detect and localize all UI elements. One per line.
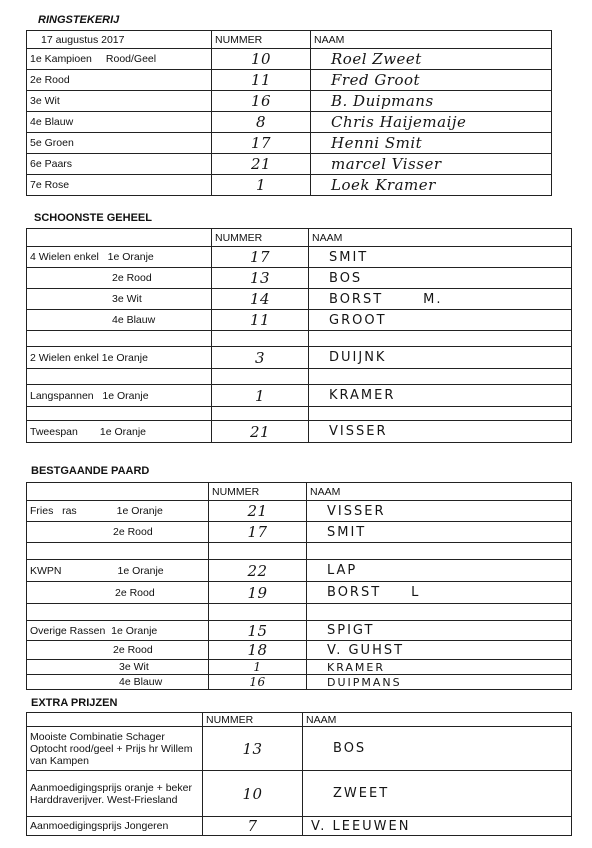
- rank-label: 1e Oranje: [111, 624, 158, 637]
- category-label: Overige Rassen: [30, 624, 106, 637]
- nummer-cell: 17: [212, 247, 309, 268]
- table-row: [27, 247, 572, 268]
- naam-cell: DUIPMANS: [307, 675, 572, 690]
- col-nummer: NUMMER: [212, 31, 311, 49]
- rank-label: 7e Rose: [27, 175, 212, 196]
- nummer-cell: 13: [212, 268, 309, 289]
- spacer-row: [27, 543, 572, 560]
- prize-label: Aanmoedigingsprijs oranje + beker Harddraverijver. West-Friesland: [27, 771, 203, 817]
- table-row: [27, 175, 552, 196]
- category-label: KWPN: [30, 564, 62, 577]
- naam-cell: BORST: [329, 291, 384, 307]
- nummer-cell: 1: [212, 385, 309, 407]
- nummer-cell: 1: [209, 660, 307, 675]
- nummer-cell: 8: [212, 112, 311, 133]
- category-label: Tweespan: [30, 425, 78, 438]
- rank-label: 2e Rood: [27, 70, 212, 91]
- naam-cell: VISSER: [307, 501, 572, 522]
- rank-label: 1e Oranje: [99, 425, 146, 438]
- bestgaande-paard-table: [26, 482, 572, 690]
- spacer-row: [27, 407, 572, 421]
- nummer-cell: 7: [203, 817, 303, 836]
- col-nummer: NUMMER: [203, 713, 303, 727]
- nummer-cell: 16: [209, 675, 307, 690]
- rank-extra: Rood/Geel: [105, 53, 157, 65]
- nummer-cell: 10: [212, 49, 311, 70]
- table-row: [27, 621, 572, 641]
- table-row: [27, 310, 572, 331]
- table-row: [27, 675, 572, 690]
- spacer-row: [27, 604, 572, 621]
- rank-label: 1e Oranje: [102, 389, 149, 402]
- naam-cell: Loek Kramer: [311, 175, 552, 196]
- table-row: [27, 91, 552, 112]
- rank-label: 2e Rood: [27, 641, 209, 660]
- table-row: [27, 522, 572, 543]
- naam-cell: KRAMER: [309, 385, 572, 407]
- rank-label: 4e Blauw: [27, 675, 209, 690]
- nummer-cell: 17: [209, 522, 307, 543]
- table-row: [27, 385, 572, 407]
- naam-cell: SMIT: [309, 247, 572, 268]
- naam-cell: BOS: [309, 268, 572, 289]
- category-label: 4 Wielen enkel: [30, 251, 99, 263]
- nummer-cell: 16: [212, 91, 311, 112]
- table-row: [27, 421, 572, 443]
- table-row: [27, 771, 572, 817]
- nummer-cell: 21: [209, 501, 307, 522]
- nummer-cell: 13: [203, 727, 303, 771]
- schoonste-geheel-title: SCHOONSTE GEHEEL: [34, 212, 152, 224]
- table-row: [27, 112, 552, 133]
- table-header-row: [27, 31, 552, 49]
- category-label: Langspannen: [30, 389, 94, 402]
- table-row: [27, 560, 572, 582]
- category-label: 2 Wielen enkel: [30, 351, 99, 364]
- table-row: [27, 347, 572, 369]
- date-cell: 17 augustus 2017: [27, 31, 212, 49]
- spacer-row: [27, 331, 572, 347]
- col-nummer: NUMMER: [209, 483, 307, 501]
- nummer-cell: 1: [212, 175, 311, 196]
- table-row: [27, 154, 552, 175]
- prize-label: Mooiste Combinatie Schager Optocht rood/geel + Prijs hr Willem van Kampen: [27, 727, 203, 771]
- rank-label: 2e Rood: [27, 582, 209, 604]
- extra-prijzen-table: [26, 712, 572, 836]
- bestgaande-paard-title: BESTGAANDE PAARD: [31, 465, 150, 477]
- rank-label: 6e Paars: [27, 154, 212, 175]
- rank-label: 3e Wit: [27, 289, 212, 310]
- nummer-cell: 17: [212, 133, 311, 154]
- table-row: [27, 70, 552, 91]
- rank-label: 1e Kampioen: [30, 53, 92, 65]
- table-row: [27, 133, 552, 154]
- name-note: M.: [423, 291, 443, 307]
- col-naam: NAAM: [311, 31, 552, 49]
- naam-cell: marcel Visser: [311, 154, 552, 175]
- prize-label: Aanmoedigingsprijs Jongeren: [27, 817, 203, 836]
- name-note: L: [411, 585, 421, 600]
- naam-cell: Chris Haijemaije: [311, 112, 552, 133]
- rank-label: 4e Blauw: [27, 112, 212, 133]
- col-nummer: NUMMER: [212, 229, 309, 247]
- naam-cell: Henni Smit: [311, 133, 552, 154]
- nummer-cell: 10: [203, 771, 303, 817]
- naam-cell: VISSER: [309, 421, 572, 443]
- naam-cell: Fred Groot: [311, 70, 552, 91]
- naam-cell: SPIGT: [307, 621, 572, 641]
- table-row: [27, 582, 572, 604]
- rank-label: 1e Oranje: [107, 251, 154, 263]
- rank-label: 1e Oranje: [117, 564, 164, 577]
- nummer-cell: 22: [209, 560, 307, 582]
- nummer-cell: 15: [209, 621, 307, 641]
- naam-cell: ZWEET: [303, 771, 572, 817]
- rank-label: 2e Rood: [27, 268, 212, 289]
- table-row: [27, 727, 572, 771]
- category-label: Fries ras: [30, 505, 77, 517]
- rank-label: 3e Wit: [27, 91, 212, 112]
- schoonste-geheel-table: [26, 228, 572, 443]
- nummer-cell: 14: [212, 289, 309, 310]
- table-row: [27, 641, 572, 660]
- nummer-cell: 18: [209, 641, 307, 660]
- rank-label: 1e Oranje: [116, 505, 163, 517]
- ringstekerij-table: [26, 30, 552, 196]
- rank-label: 4e Blauw: [27, 310, 212, 331]
- table-row: [27, 49, 552, 70]
- rank-label: 1e Oranje: [101, 351, 148, 364]
- nummer-cell: 21: [212, 421, 309, 443]
- rank-label: 3e Wit: [27, 660, 209, 675]
- rank-label: 5e Groen: [27, 133, 212, 154]
- extra-prijzen-title: EXTRA PRIJZEN: [31, 697, 118, 709]
- naam-cell: BOS: [303, 727, 572, 771]
- naam-cell: Roel Zweet: [311, 49, 552, 70]
- naam-cell: DUIJNK: [309, 347, 572, 369]
- naam-cell: V. LEEUWEN: [303, 817, 572, 836]
- ringstekerij-title: RINGSTEKERIJ: [38, 14, 120, 26]
- nummer-cell: 21: [212, 154, 311, 175]
- nummer-cell: 11: [212, 70, 311, 91]
- naam-cell: GROOT: [309, 310, 572, 331]
- spacer-row: [27, 369, 572, 385]
- nummer-cell: 11: [212, 310, 309, 331]
- naam-cell: SMIT: [307, 522, 572, 543]
- naam-cell: KRAMER: [307, 660, 572, 675]
- table-row: [27, 501, 572, 522]
- naam-cell: LAP: [307, 560, 572, 582]
- nummer-cell: 19: [209, 582, 307, 604]
- rank-label: 2e Rood: [27, 522, 209, 543]
- table-row: [27, 660, 572, 675]
- col-naam: NAAM: [309, 229, 572, 247]
- table-row: [27, 289, 572, 310]
- naam-cell: BORST: [327, 585, 382, 600]
- col-naam: NAAM: [303, 713, 572, 727]
- naam-cell: B. Duipmans: [311, 91, 552, 112]
- naam-cell: V. GUHST: [307, 641, 572, 660]
- table-row: [27, 268, 572, 289]
- nummer-cell: 3: [212, 347, 309, 369]
- table-row: [27, 817, 572, 836]
- col-naam: NAAM: [307, 483, 572, 501]
